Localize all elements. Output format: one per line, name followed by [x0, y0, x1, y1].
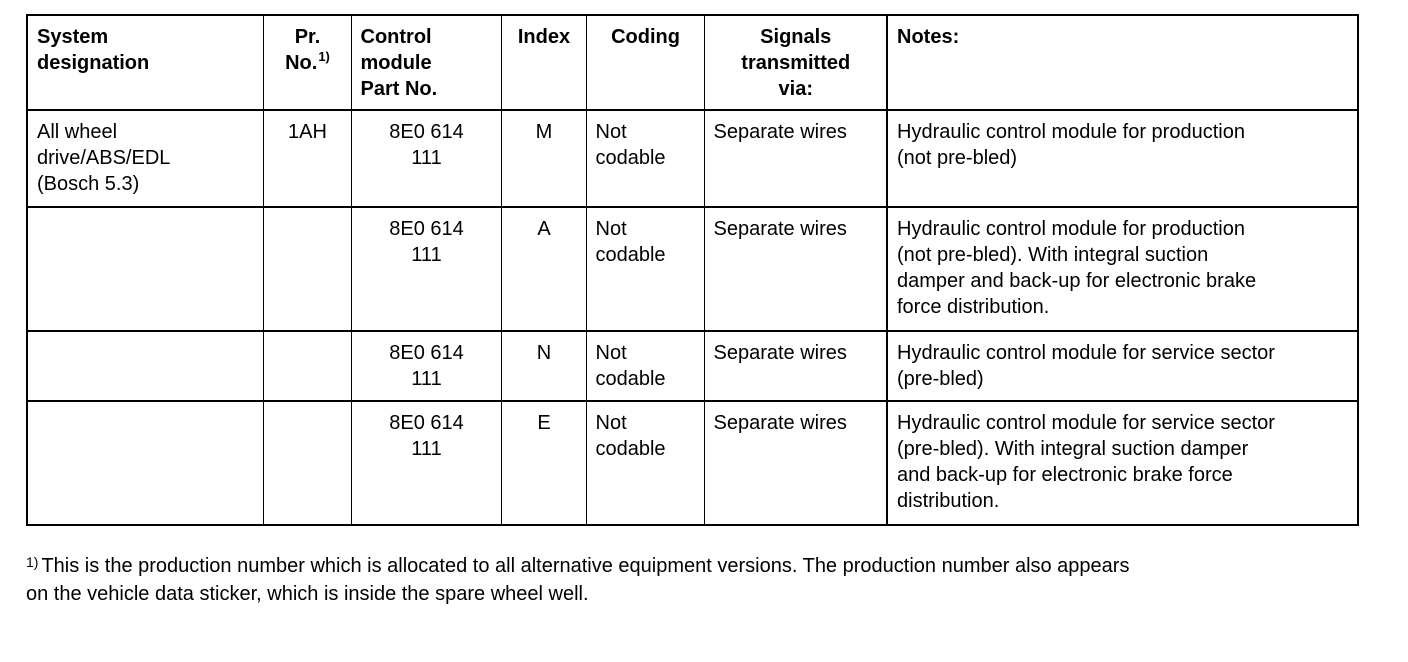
cell-notes-line: (not pre-bled) [897, 147, 1018, 169]
cell-part-line: 111 [411, 438, 442, 460]
cell-notes-line: Hydraulic control module for production [897, 218, 1245, 240]
table-row [27, 110, 1358, 207]
footnote [26, 552, 1366, 608]
header-notes: Notes: [887, 15, 1358, 110]
cell-pr-no [263, 331, 351, 401]
table-row [27, 401, 1358, 525]
header-coding: Coding [586, 15, 704, 110]
cell-notes-line: distribution. [897, 490, 1000, 512]
cell-notes-line: and back-up for electronic brake force [897, 464, 1233, 486]
header-system-line-1: System [37, 26, 109, 48]
cell-part-no [351, 401, 501, 525]
cell-notes-line: (pre-bled). With integral suction damper [897, 438, 1249, 460]
header-part-line-2: module [360, 52, 432, 74]
cell-notes-line: (not pre-bled). With integral suction [897, 244, 1209, 266]
cell-part-line: 111 [411, 244, 442, 266]
header-pr-line-2 [273, 50, 343, 76]
cell-notes [887, 110, 1358, 207]
cell-system-line: drive/ABS/EDL [37, 147, 171, 169]
cell-part-line: 8E0 614 [389, 342, 464, 364]
header-signals [704, 15, 887, 110]
header-index: Index [501, 15, 586, 110]
cell-coding [586, 110, 704, 207]
cell-coding-line: codable [595, 438, 666, 460]
cell-coding-line: codable [595, 368, 666, 390]
cell-coding [586, 331, 704, 401]
cell-index: M [501, 110, 586, 207]
cell-signals: Separate wires [704, 110, 887, 207]
cell-part-line: 111 [411, 147, 442, 169]
cell-index: E [501, 401, 586, 525]
table-row [27, 207, 1358, 331]
cell-coding-line: Not [595, 121, 627, 143]
header-system-designation [27, 15, 263, 110]
control-module-table [26, 14, 1359, 526]
footnote-ref-marker: 1) [318, 49, 330, 64]
cell-pr-no: 1AH [263, 110, 351, 207]
table-row [27, 331, 1358, 401]
cell-index: A [501, 207, 586, 331]
cell-system-line: (Bosch 5.3) [37, 173, 140, 195]
cell-notes-line: force distribution. [897, 296, 1050, 318]
footnote-line-2: on the vehicle data sticker, which is inside the spare wheel well. [26, 583, 589, 605]
cell-part-no [351, 331, 501, 401]
cell-notes [887, 401, 1358, 525]
cell-notes-line: damper and back-up for electronic brake [897, 270, 1257, 292]
cell-notes-line: Hydraulic control module for production [897, 121, 1245, 143]
cell-coding [586, 207, 704, 331]
header-pr-no-text: No. [285, 52, 318, 74]
header-signals-line-1: Signals [760, 26, 832, 48]
cell-part-line: 8E0 614 [389, 412, 464, 434]
header-part-no [351, 15, 501, 110]
header-pr-line-1: Pr. [294, 26, 321, 48]
cell-signals: Separate wires [704, 401, 887, 525]
cell-coding-line: codable [595, 244, 666, 266]
cell-notes-line: Hydraulic control module for service sector [897, 342, 1275, 364]
cell-system [27, 401, 263, 525]
cell-part-line: 8E0 614 [389, 218, 464, 240]
header-part-line-1: Control [360, 26, 432, 48]
header-signals-line-2: transmitted [741, 52, 851, 74]
cell-system [27, 331, 263, 401]
cell-pr-no [263, 401, 351, 525]
cell-system [27, 110, 263, 207]
header-row [27, 15, 1358, 110]
header-signals-line-3: via: [778, 78, 813, 100]
footnote-text: This is the production number which is allocated to all alternative equipment versions. The production number also appears [41, 555, 1130, 577]
cell-notes-line: (pre-bled) [897, 368, 984, 390]
cell-coding-line: codable [595, 147, 666, 169]
cell-coding-line: Not [595, 342, 627, 364]
header-system-line-2: designation [37, 52, 150, 74]
cell-system-line: All wheel [37, 121, 118, 143]
cell-signals: Separate wires [704, 207, 887, 331]
header-part-line-3: Part No. [360, 78, 438, 100]
cell-coding-line: Not [595, 218, 627, 240]
cell-coding-line: Not [595, 412, 627, 434]
cell-pr-no [263, 207, 351, 331]
cell-system [27, 207, 263, 331]
header-pr-no [263, 15, 351, 110]
cell-coding [586, 401, 704, 525]
cell-notes-line: Hydraulic control module for service sector [897, 412, 1275, 434]
cell-signals: Separate wires [704, 331, 887, 401]
cell-notes [887, 331, 1358, 401]
footnote-line-1 [26, 552, 1366, 580]
cell-part-no [351, 110, 501, 207]
cell-part-line: 8E0 614 [389, 121, 464, 143]
cell-part-line: 111 [411, 368, 442, 390]
footnote-marker: 1) [26, 554, 39, 570]
cell-index: N [501, 331, 586, 401]
cell-notes [887, 207, 1358, 331]
cell-part-no [351, 207, 501, 331]
